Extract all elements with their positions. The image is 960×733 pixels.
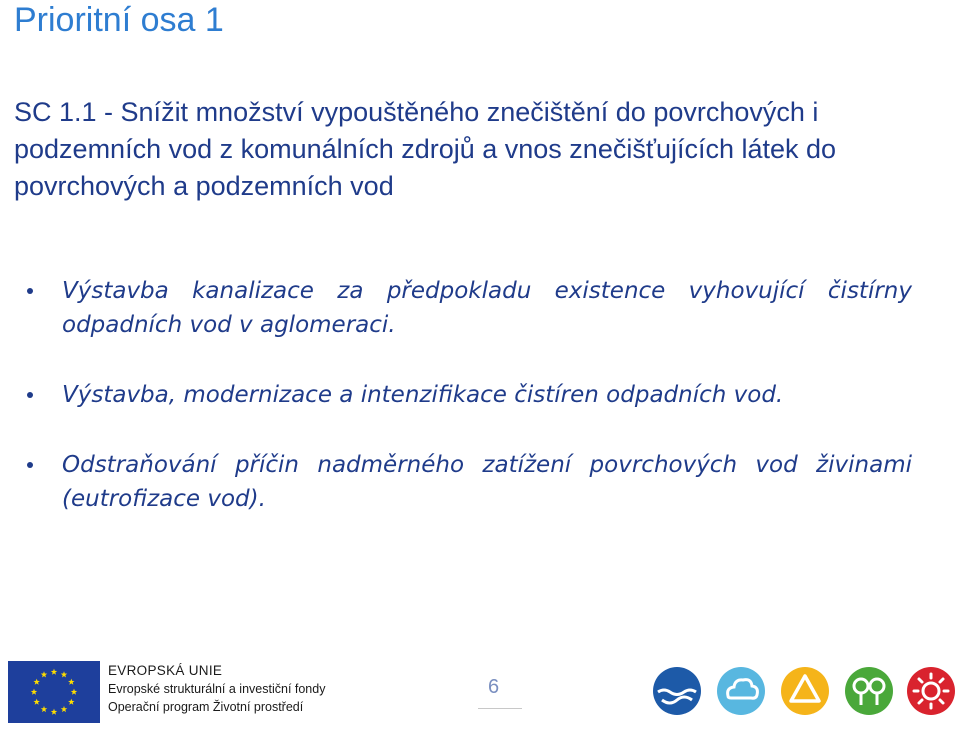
bullet-item bbox=[0, 378, 960, 412]
eu-star-icon bbox=[33, 699, 39, 705]
bullet-dot-icon bbox=[27, 462, 33, 468]
water-logo-icon bbox=[652, 666, 702, 716]
bullet-dot-icon bbox=[27, 288, 33, 294]
eu-star-icon bbox=[68, 699, 74, 705]
eu-star-icon bbox=[51, 669, 57, 675]
eu-star-icon bbox=[68, 679, 74, 685]
eu-star-icon bbox=[41, 706, 47, 712]
eu-star-icon bbox=[31, 689, 37, 695]
eu-star-icon bbox=[33, 679, 39, 685]
eu-star-icon bbox=[61, 671, 67, 677]
eu-stars-icon bbox=[8, 661, 100, 723]
eu-title: EVROPSKÁ UNIE bbox=[108, 663, 223, 678]
bullet-item bbox=[0, 274, 960, 342]
nature-logo-icon bbox=[844, 666, 894, 716]
energy-logo-icon bbox=[906, 666, 956, 716]
slide-title: Prioritní osa 1 bbox=[14, 1, 224, 39]
page-number-underline bbox=[478, 708, 522, 709]
specific-objective-text: SC 1.1 - Snížit množství vypouštěného znečištění do povrchových i podzemních vod z komunálních zdrojů a vnos znečišťujících látek do povrchových a podzemních vod bbox=[14, 97, 837, 201]
bullet-item bbox=[0, 448, 960, 516]
eu-funds-line: Evropské strukturální a investiční fondy bbox=[108, 682, 326, 696]
waste-logo-icon bbox=[780, 666, 830, 716]
eu-star-icon bbox=[71, 689, 77, 695]
bullet-list bbox=[0, 274, 960, 516]
bullet-text: Výstavba, modernizace a intenzifikace čistíren odpadních vod. bbox=[62, 382, 784, 408]
eu-funding-text bbox=[108, 662, 325, 716]
bullet-text: Výstavba kanalizace za předpokladu existence vyhovující čistírny odpadních vod v aglomeraci. bbox=[62, 278, 912, 338]
bullet-text: Odstraňování příčin nadměrného zatížení povrchových vod živinami (eutrofizace vod). bbox=[62, 452, 912, 512]
air-logo-icon bbox=[716, 666, 766, 716]
eu-program-line: Operační program Životní prostředí bbox=[108, 700, 304, 714]
bullet-dot-icon bbox=[27, 392, 33, 398]
eu-star-icon bbox=[41, 671, 47, 677]
page-number: 6 bbox=[488, 676, 500, 698]
eu-flag-icon bbox=[8, 661, 100, 723]
eu-star-icon bbox=[61, 706, 67, 712]
eu-star-icon bbox=[51, 709, 57, 715]
footer bbox=[0, 658, 960, 726]
